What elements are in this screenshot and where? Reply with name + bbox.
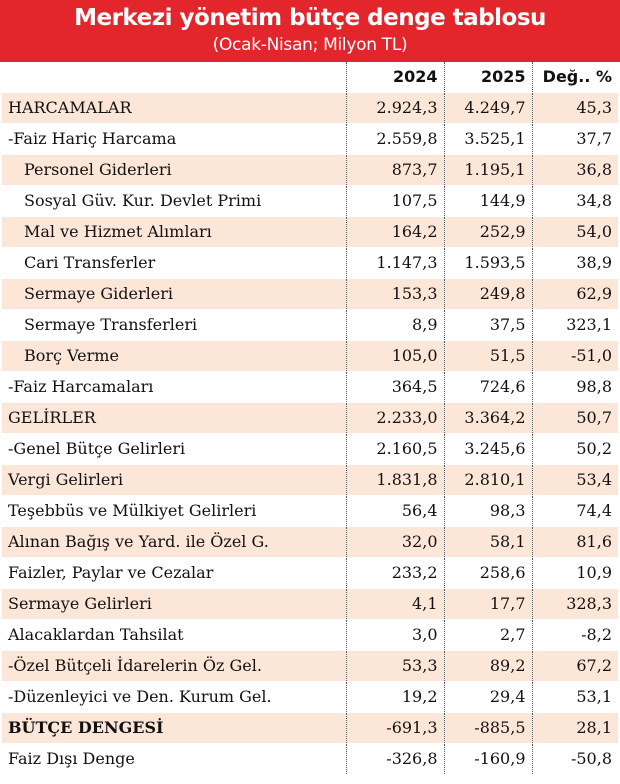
row-label: Alacaklardan Tahsilat (2, 619, 346, 650)
value-change: 53,4 (532, 464, 618, 495)
value-change: 74,4 (532, 495, 618, 526)
row-label: GELİRLER (2, 402, 346, 433)
row-label: Faizler, Paylar ve Cezalar (2, 557, 346, 588)
value-2024: 56,4 (346, 495, 444, 526)
budget-balance-table (2, 62, 618, 775)
table-row (2, 247, 618, 278)
table-row (2, 402, 618, 433)
value-2025: 89,2 (444, 650, 532, 681)
value-change: 37,7 (532, 123, 618, 154)
row-label: -Faiz Hariç Harcama (2, 123, 346, 154)
value-2024: 4,1 (346, 588, 444, 619)
value-2025: 3.364,2 (444, 402, 532, 433)
value-change: 34,8 (532, 185, 618, 216)
value-change: 62,9 (532, 278, 618, 309)
table-row (2, 92, 618, 123)
value-2025: 17,7 (444, 588, 532, 619)
value-2025: 4.249,7 (444, 92, 532, 123)
value-change: 98,8 (532, 371, 618, 402)
column-header-2024: 2024 (346, 62, 444, 92)
row-label: Alınan Bağış ve Yard. ile Özel G. (2, 526, 346, 557)
value-2025: 1.593,5 (444, 247, 532, 278)
table-row (2, 619, 618, 650)
table-row (2, 650, 618, 681)
table-row (2, 681, 618, 712)
row-label: -Genel Bütçe Gelirleri (2, 433, 346, 464)
value-change: 10,9 (532, 557, 618, 588)
row-label: Teşebbüs ve Mülkiyet Gelirleri (2, 495, 346, 526)
table-row (2, 712, 618, 743)
value-2024: 2.233,0 (346, 402, 444, 433)
value-change: -50,8 (532, 743, 618, 774)
value-2025: 2.810,1 (444, 464, 532, 495)
row-label: Sermaye Gelirleri (2, 588, 346, 619)
value-2024: -691,3 (346, 712, 444, 743)
value-change: 38,9 (532, 247, 618, 278)
value-change: 50,7 (532, 402, 618, 433)
row-label: Sermaye Transferleri (2, 309, 346, 340)
value-2025: 58,1 (444, 526, 532, 557)
table-row (2, 123, 618, 154)
value-2024: 107,5 (346, 185, 444, 216)
table-row (2, 371, 618, 402)
value-2025: 3.525,1 (444, 123, 532, 154)
value-2024: 233,2 (346, 557, 444, 588)
value-2025: 724,6 (444, 371, 532, 402)
value-2024: -326,8 (346, 743, 444, 774)
value-2024: 1.831,8 (346, 464, 444, 495)
value-2024: 364,5 (346, 371, 444, 402)
row-label: Sosyal Güv. Kur. Devlet Primi (2, 185, 346, 216)
value-2025: 51,5 (444, 340, 532, 371)
table-subtitle: (Ocak-Nisan; Milyon TL) (212, 35, 408, 55)
table-header-banner (0, 0, 620, 62)
value-change: 50,2 (532, 433, 618, 464)
value-2025: 249,8 (444, 278, 532, 309)
value-2024: 2.559,8 (346, 123, 444, 154)
row-label: Sermaye Giderleri (2, 278, 346, 309)
table-row (2, 588, 618, 619)
row-label: Borç Verme (2, 340, 346, 371)
value-change: 53,1 (532, 681, 618, 712)
value-2024: 1.147,3 (346, 247, 444, 278)
row-label: -Faiz Harcamaları (2, 371, 346, 402)
table-row (2, 216, 618, 247)
value-2025: 144,9 (444, 185, 532, 216)
value-2025: 258,6 (444, 557, 532, 588)
value-2025: 1.195,1 (444, 154, 532, 185)
value-change: -8,2 (532, 619, 618, 650)
value-change: 28,1 (532, 712, 618, 743)
value-2024: 53,3 (346, 650, 444, 681)
table-row (2, 743, 618, 774)
value-2025: 98,3 (444, 495, 532, 526)
table-row (2, 309, 618, 340)
table-row (2, 154, 618, 185)
column-header-change: Değ.. % (532, 62, 618, 92)
column-header-row (2, 62, 618, 92)
row-label: Vergi Gelirleri (2, 464, 346, 495)
value-change: 67,2 (532, 650, 618, 681)
table-row (2, 495, 618, 526)
value-2024: 8,9 (346, 309, 444, 340)
value-2024: 873,7 (346, 154, 444, 185)
value-2024: 164,2 (346, 216, 444, 247)
value-2024: 3,0 (346, 619, 444, 650)
value-2024: 153,3 (346, 278, 444, 309)
row-label: HARCAMALAR (2, 92, 346, 123)
table-row (2, 526, 618, 557)
value-change: 54,0 (532, 216, 618, 247)
row-label: BÜTÇE DENGESİ (2, 712, 346, 743)
row-label: Personel Giderleri (2, 154, 346, 185)
value-2024: 105,0 (346, 340, 444, 371)
row-label: -Düzenleyici ve Den. Kurum Gel. (2, 681, 346, 712)
row-label: -Özel Bütçeli İdarelerin Öz Gel. (2, 650, 346, 681)
table-row (2, 464, 618, 495)
value-2024: 2.924,3 (346, 92, 444, 123)
value-change: 328,3 (532, 588, 618, 619)
value-2025: 252,9 (444, 216, 532, 247)
value-change: 81,6 (532, 526, 618, 557)
row-label: Cari Transferler (2, 247, 346, 278)
value-change: 323,1 (532, 309, 618, 340)
value-2025: -160,9 (444, 743, 532, 774)
value-2025: 3.245,6 (444, 433, 532, 464)
value-2024: 19,2 (346, 681, 444, 712)
table-body (2, 92, 618, 774)
value-2025: -885,5 (444, 712, 532, 743)
table-row (2, 340, 618, 371)
value-change: 45,3 (532, 92, 618, 123)
value-change: 36,8 (532, 154, 618, 185)
table-row (2, 557, 618, 588)
table-title: Merkezi yönetim bütçe denge tablosu (74, 5, 546, 31)
row-label: Mal ve Hizmet Alımları (2, 216, 346, 247)
value-2024: 2.160,5 (346, 433, 444, 464)
value-change: -51,0 (532, 340, 618, 371)
value-2024: 32,0 (346, 526, 444, 557)
value-2025: 2,7 (444, 619, 532, 650)
table-row (2, 278, 618, 309)
value-2025: 29,4 (444, 681, 532, 712)
table-row (2, 185, 618, 216)
column-header-label (2, 62, 346, 92)
table-row (2, 433, 618, 464)
value-2025: 37,5 (444, 309, 532, 340)
column-header-2025: 2025 (444, 62, 532, 92)
row-label: Faiz Dışı Denge (2, 743, 346, 774)
